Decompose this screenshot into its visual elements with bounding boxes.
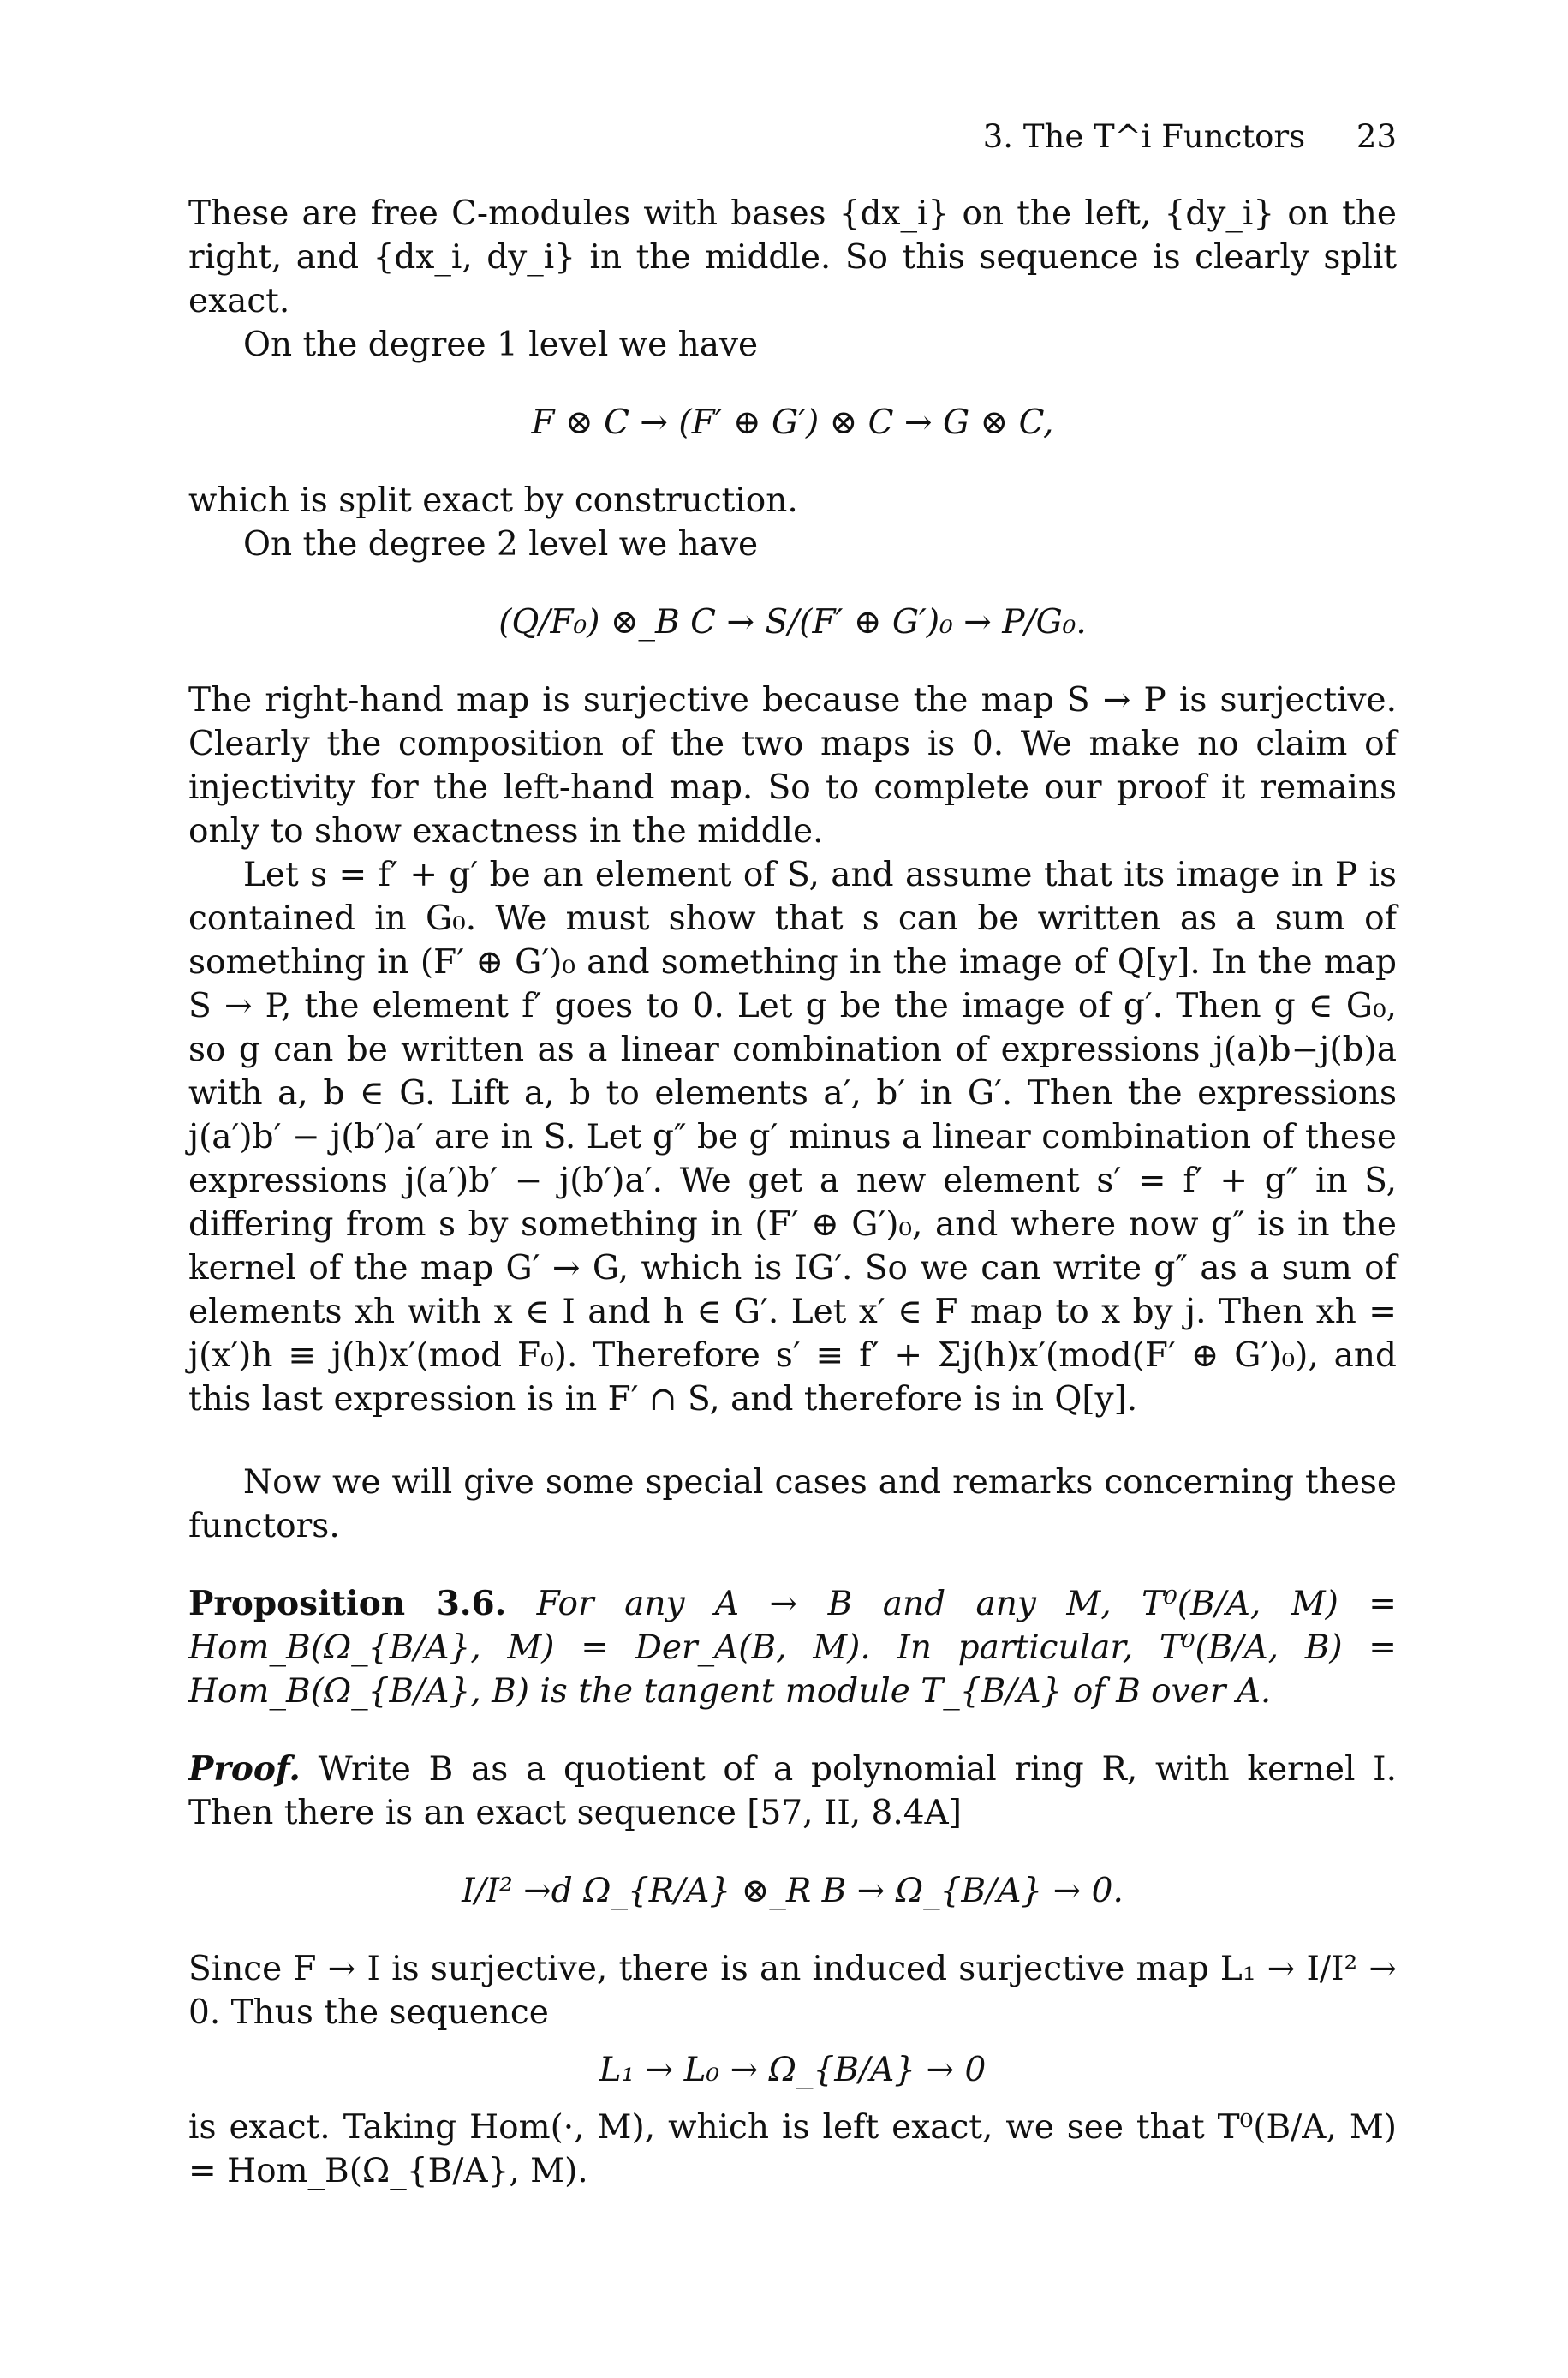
proof-text: Write B as a quotient of a polynomial ring R, with kernel I. Then there is an exact sequence [57, II, 8.4A] — [188, 1750, 1397, 1832]
proposition-text: For any A → B and any M, T⁰(B/A, M) = Hom_B(Ω_{B/A}, M) = Der_A(B, M). In particular, T⁰(B/A, B) = Hom_B(Ω_{B/A}, B) is the tangent module T_{B/A} of B over A. — [188, 1585, 1397, 1711]
equation-3: I/I² →d Ω_{R/A} ⊗_R B → Ω_{B/A} → 0. — [462, 1872, 1124, 1910]
paragraph-4: On the degree 2 level we have — [243, 525, 759, 564]
proof-label: Proof. — [188, 1749, 301, 1789]
chapter-title: 3. The T^i Functors — [982, 118, 1306, 155]
equation-4: L₁ → L₀ → Ω_{B/A} → 0 — [599, 2051, 987, 2089]
paragraph-1: These are free C-modules with bases {dx_i} on the left, {dy_i} on the right, and {dx_i, dy_i} in the middle. So this sequence is clearly split exact. — [188, 194, 1397, 320]
proposition-label: Proposition 3.6. — [188, 1584, 507, 1623]
paragraph-9: is exact. Taking Hom(·, M), which is left exact, we see that T⁰(B/A, M) = Hom_B(Ω_{B/A}, M). — [188, 2108, 1397, 2190]
equation-2: (Q/F₀) ⊗_B C → S/(F′ ⊕ G′)₀ → P/G₀. — [498, 603, 1087, 642]
page-body — [188, 192, 1397, 2193]
equation-1: F ⊗ C → (F′ ⊕ G′) ⊗ C → G ⊗ C, — [531, 403, 1054, 442]
page-number: 23 — [1356, 118, 1397, 155]
paragraph-2: On the degree 1 level we have — [243, 326, 759, 364]
paragraph-5: The right-hand map is surjective because the map S → P is surjective. Clearly the composition of the two maps is 0. We make no claim of injectivity for the left-hand map. So to complete our proof it remains only to show exactness in the middle. — [188, 681, 1397, 851]
paragraph-3: which is split exact by construction. — [188, 481, 798, 520]
proof-paragraph — [188, 1748, 1397, 1835]
proposition-3-6 — [188, 1582, 1397, 1713]
paragraph-7: Now we will give some special cases and remarks concerning these functors. — [188, 1463, 1397, 1545]
paragraph-8: Since F → I is surjective, there is an induced surjective map L₁ → I/I² → 0. Thus the sequence — [188, 1950, 1397, 2032]
running-header — [983, 115, 1397, 158]
paragraph-6: Let s = f′ + g′ be an element of S, and assume that its image in P is contained in G₀. We must show that s can be written as a sum of something in (F′ ⊕ G′)₀ and something in the image of Q[y]. In the map S → P, the element f′ goes to 0. Let g be the image of g′. Then g ∈ G₀, so g can be written as a linear combination of expressions j(a)b−j(b)a with a, b ∈ G. Lift a, b to elements a′, b′ in G′. Then the expressions j(a′)b′ − j(b′)a′ are in S. Let g″ be g′ minus a linear combination of these expressions j(a′)b′ − j(b′)a′. We get a new element s′ = f′ + g″ in S, differing from s by something in (F′ ⊕ G′)₀, and where now g″ is in the kernel of the map G′ → G, which is IG′. So we can write g″ as a sum of elements xh with x ∈ I and h ∈ G′. Let x′ ∈ F map to x by j. Then xh = j(x′)h ≡ j(h)x′(mod F₀). Therefore s′ ≡ f′ + Σj(h)x′(mod(F′ ⊕ G′)₀), and this last expression is in F′ ∩ S, and therefore is in Q[y]. — [188, 856, 1397, 1419]
